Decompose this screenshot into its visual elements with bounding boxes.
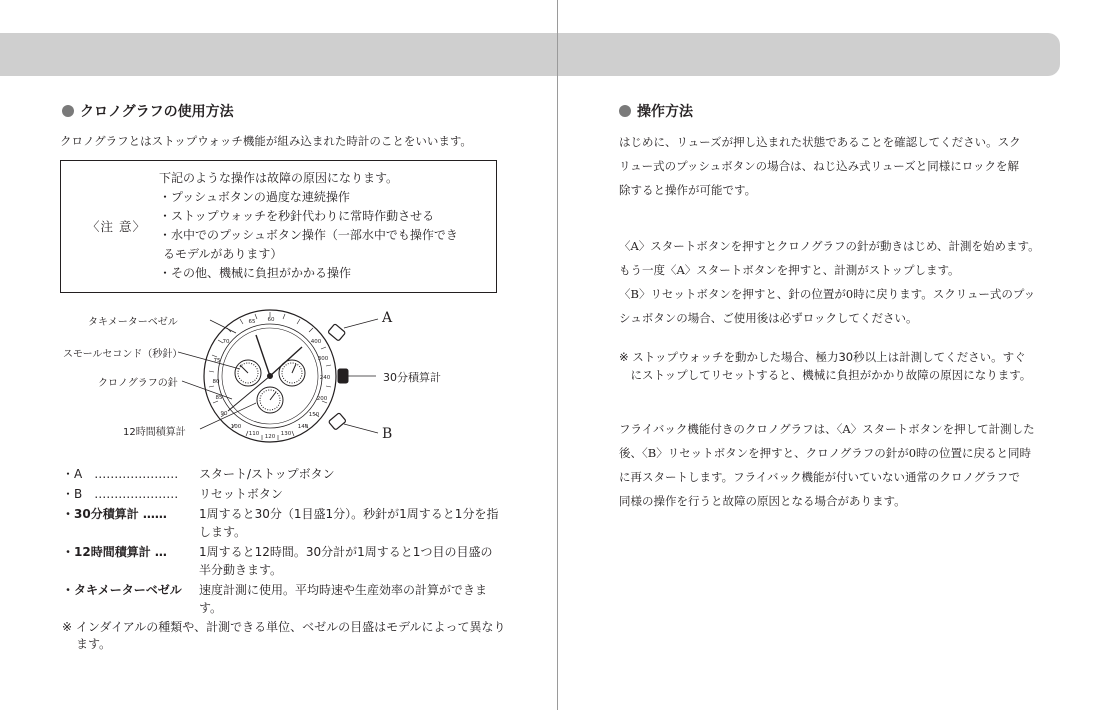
text-line: にストップしてリセットすると、機械に負担がかかり故障の原因になります。: [619, 368, 1032, 382]
bezel-number: 110: [248, 431, 260, 437]
label-button-b: B: [382, 426, 393, 442]
caution-item: るモデルがあります）: [163, 247, 283, 261]
caution-item: ・その他、機械に負担がかかる操作: [159, 266, 352, 280]
text-line: 除すると操作が可能です。: [619, 183, 757, 197]
left-heading-text: クロノグラフの使用方法: [80, 104, 234, 120]
caution-box: [60, 160, 497, 293]
bezel-number: 75: [213, 358, 221, 364]
definition-item: [62, 581, 512, 617]
caution-item: ・プッシュボタンの過度な連続操作: [159, 190, 350, 204]
bezel-number: 100: [230, 424, 242, 430]
text-line: に再スタートします。フライバック機能が付いていない通常のクロノグラフで: [619, 470, 1021, 484]
bezel-number: 140: [297, 424, 309, 430]
definition-desc: 1周すると12時間。30分計が1周すると1つ目の目盛の半分動きます。: [199, 545, 493, 577]
caution-item: ・ストップウォッチを秒針代わりに常時作動させる: [159, 209, 435, 223]
start-reset-instructions: [619, 234, 1040, 330]
definition-item: [62, 505, 512, 541]
bullet-icon: [62, 105, 74, 117]
caution-label: 〈注 意〉: [87, 219, 146, 234]
right-page: [558, 0, 1114, 710]
definition-list: [62, 465, 512, 653]
text-line: もう一度〈A〉スタートボタンを押すと、計測がストップします。: [619, 263, 960, 277]
label-small-second: スモールセコンド（秒針）: [63, 349, 183, 360]
right-heading-text: 操作方法: [637, 104, 693, 120]
definition-desc: スタート/ストップボタン: [199, 467, 335, 481]
label-button-a: A: [382, 310, 393, 326]
definition-term: ・12時間積算計 …: [62, 545, 167, 559]
left-heading: [62, 101, 234, 121]
label-tachymeter: タキメーターベゼル: [88, 317, 178, 328]
definition-term: ・A …………………: [62, 467, 179, 481]
bezel-number: 65: [248, 319, 256, 325]
definition-desc: 1周すると30分（1目盛1分）。秒針が1周すると1分を指します。: [199, 507, 499, 539]
text-line: 〈A〉スタートボタンを押すとクロノグラフの針が動きはじめ、計測を始めます。: [619, 239, 1040, 253]
caution-body: [159, 169, 458, 283]
bezel-number: 120: [264, 434, 276, 440]
label-chrono-hand: クロノグラフの針: [98, 378, 178, 389]
chrono-lead: クロノグラフとはストップウォッチ機能が組み込まれた時計のことをいいます。: [60, 134, 472, 148]
bezel-number: 60: [267, 317, 275, 323]
bezel-number: 150: [308, 412, 320, 418]
text-line: リュー式のプッシュボタンの場合は、ねじ込み式リューズと同様にロックを解: [619, 159, 1019, 173]
bezel-number: 400: [310, 339, 322, 345]
text-line: ※ ストップウォッチを動かした場合、極力30秒以上は計測してください。すぐ: [619, 350, 1026, 364]
text-line: フライバック機能付きのクロノグラフは、〈A〉スタートボタンを押して計測した: [619, 422, 1035, 436]
definition-item: [62, 543, 512, 579]
bezel-number: 90: [220, 411, 228, 417]
dial-note: ※ インダイアルの種類や、計測できる単位、ベゼルの目盛はモデルによって異なります。: [62, 620, 506, 651]
definition-item: [62, 485, 512, 503]
definition-desc: 速度計測に使用。平均時速や生産効率の計算ができます。: [199, 583, 488, 615]
bezel-number: 80: [212, 379, 220, 385]
bezel-number: 130: [280, 431, 292, 437]
stopwatch-note: [619, 348, 1031, 384]
caution-item: ・水中でのプッシュボタン操作（一部水中でも操作でき: [159, 228, 458, 242]
label-30m-counter: 30分積算計: [383, 371, 441, 384]
text-line: はじめに、リューズが押し込まれた状態であることを確認してください。スク: [619, 135, 1021, 149]
text-line: 同様の操作を行うと故障の原因となる場合があります。: [619, 494, 906, 508]
bezel-number: 85: [215, 395, 223, 401]
text-line: シュボタンの場合、ご使用後は必ずロックしてください。: [619, 311, 918, 325]
definition-item: [62, 465, 512, 483]
definition-term: ・30分積算計 ……: [62, 507, 167, 521]
definition-term: ・B …………………: [62, 487, 179, 501]
right-heading: [619, 101, 693, 121]
label-12h-counter: 12時間積算計: [123, 427, 186, 438]
bezel-number: 200: [316, 396, 328, 402]
chronograph-diagram: [60, 303, 490, 453]
bezel-number: 70: [222, 339, 230, 345]
caution-title: 下記のような操作は故障の原因になります。: [159, 171, 399, 185]
definition-desc: リセットボタン: [199, 487, 283, 501]
bullet-icon: [619, 105, 631, 117]
text-line: 〈B〉リセットボタンを押すと、針の位置が0時に戻ります。スクリュー式のプッ: [619, 287, 1036, 301]
flyback-paragraph: [619, 417, 1035, 513]
operation-intro: [619, 130, 1021, 202]
bezel-number: 300: [317, 356, 329, 362]
text-line: 後、〈B〉リセットボタンを押すと、クロノグラフの針が0時の位置に戻ると同時: [619, 446, 1032, 460]
definition-term: ・タキメーターベゼル: [62, 583, 182, 597]
bezel-number: 240: [319, 375, 331, 381]
